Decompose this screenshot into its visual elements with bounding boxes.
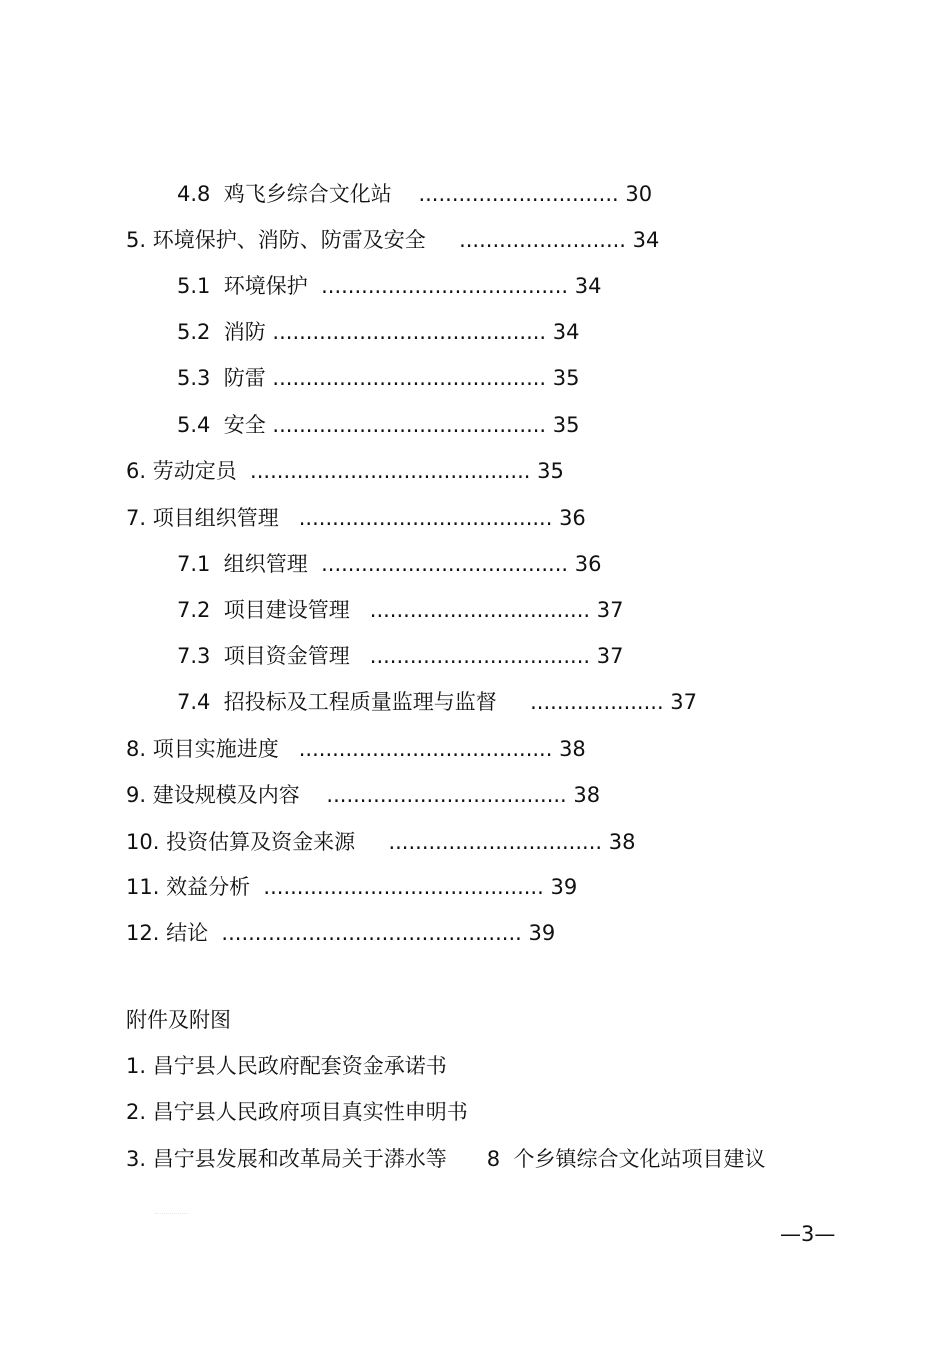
toc-entry: 5.1 环境保护 ..................................... 34 xyxy=(177,274,602,298)
appendix-item: 1. 昌宁县人民政府配套资金承诺书 xyxy=(126,1054,447,1078)
appendix-item: 3. 昌宁县发展和改革局关于漭水等 8 个乡镇综合文化站项目建议 xyxy=(126,1147,766,1171)
page-number: —3— xyxy=(780,1222,836,1246)
divider xyxy=(155,1213,189,1215)
toc-entry: 7.2 项目建设管理 ................................. 37 xyxy=(177,598,624,622)
appendix-item: 2. 昌宁县人民政府项目真实性申明书 xyxy=(126,1100,468,1124)
toc-entry: 5.2 消防 ......................................... 34 xyxy=(177,320,580,344)
toc-entry: 5. 环境保护、消防、防雷及安全 ......................... 34 xyxy=(126,228,660,252)
toc-entry: 5.4 安全 ......................................... 35 xyxy=(177,413,580,437)
toc-entry: 7.3 项目资金管理 ................................. 37 xyxy=(177,644,624,668)
toc-entry: 11. 效益分析 .......................................... 39 xyxy=(126,875,578,899)
toc-entry: 6. 劳动定员 .......................................... 35 xyxy=(126,459,564,483)
toc-entry: 4.8 鸡飞乡综合文化站 .............................. 30 xyxy=(177,182,653,206)
toc-entry: 7. 项目组织管理 ...................................... 36 xyxy=(126,506,586,530)
toc-entry: 5.3 防雷 ......................................... 35 xyxy=(177,366,580,390)
toc-entry: 7.1 组织管理 ..................................... 36 xyxy=(177,552,602,576)
toc-entry: 8. 项目实施进度 ...................................... 38 xyxy=(126,737,586,761)
toc-entry: 7.4 招投标及工程质量监理与监督 .................... 37 xyxy=(177,690,698,714)
toc-entry: 10. 投资估算及资金来源 ................................ 38 xyxy=(126,830,636,854)
toc-entry: 9. 建设规模及内容 .................................... 38 xyxy=(126,783,601,807)
toc-entry: 12. 结论 ............................................. 39 xyxy=(126,921,556,945)
appendix-heading: 附件及附图 xyxy=(126,1008,231,1032)
